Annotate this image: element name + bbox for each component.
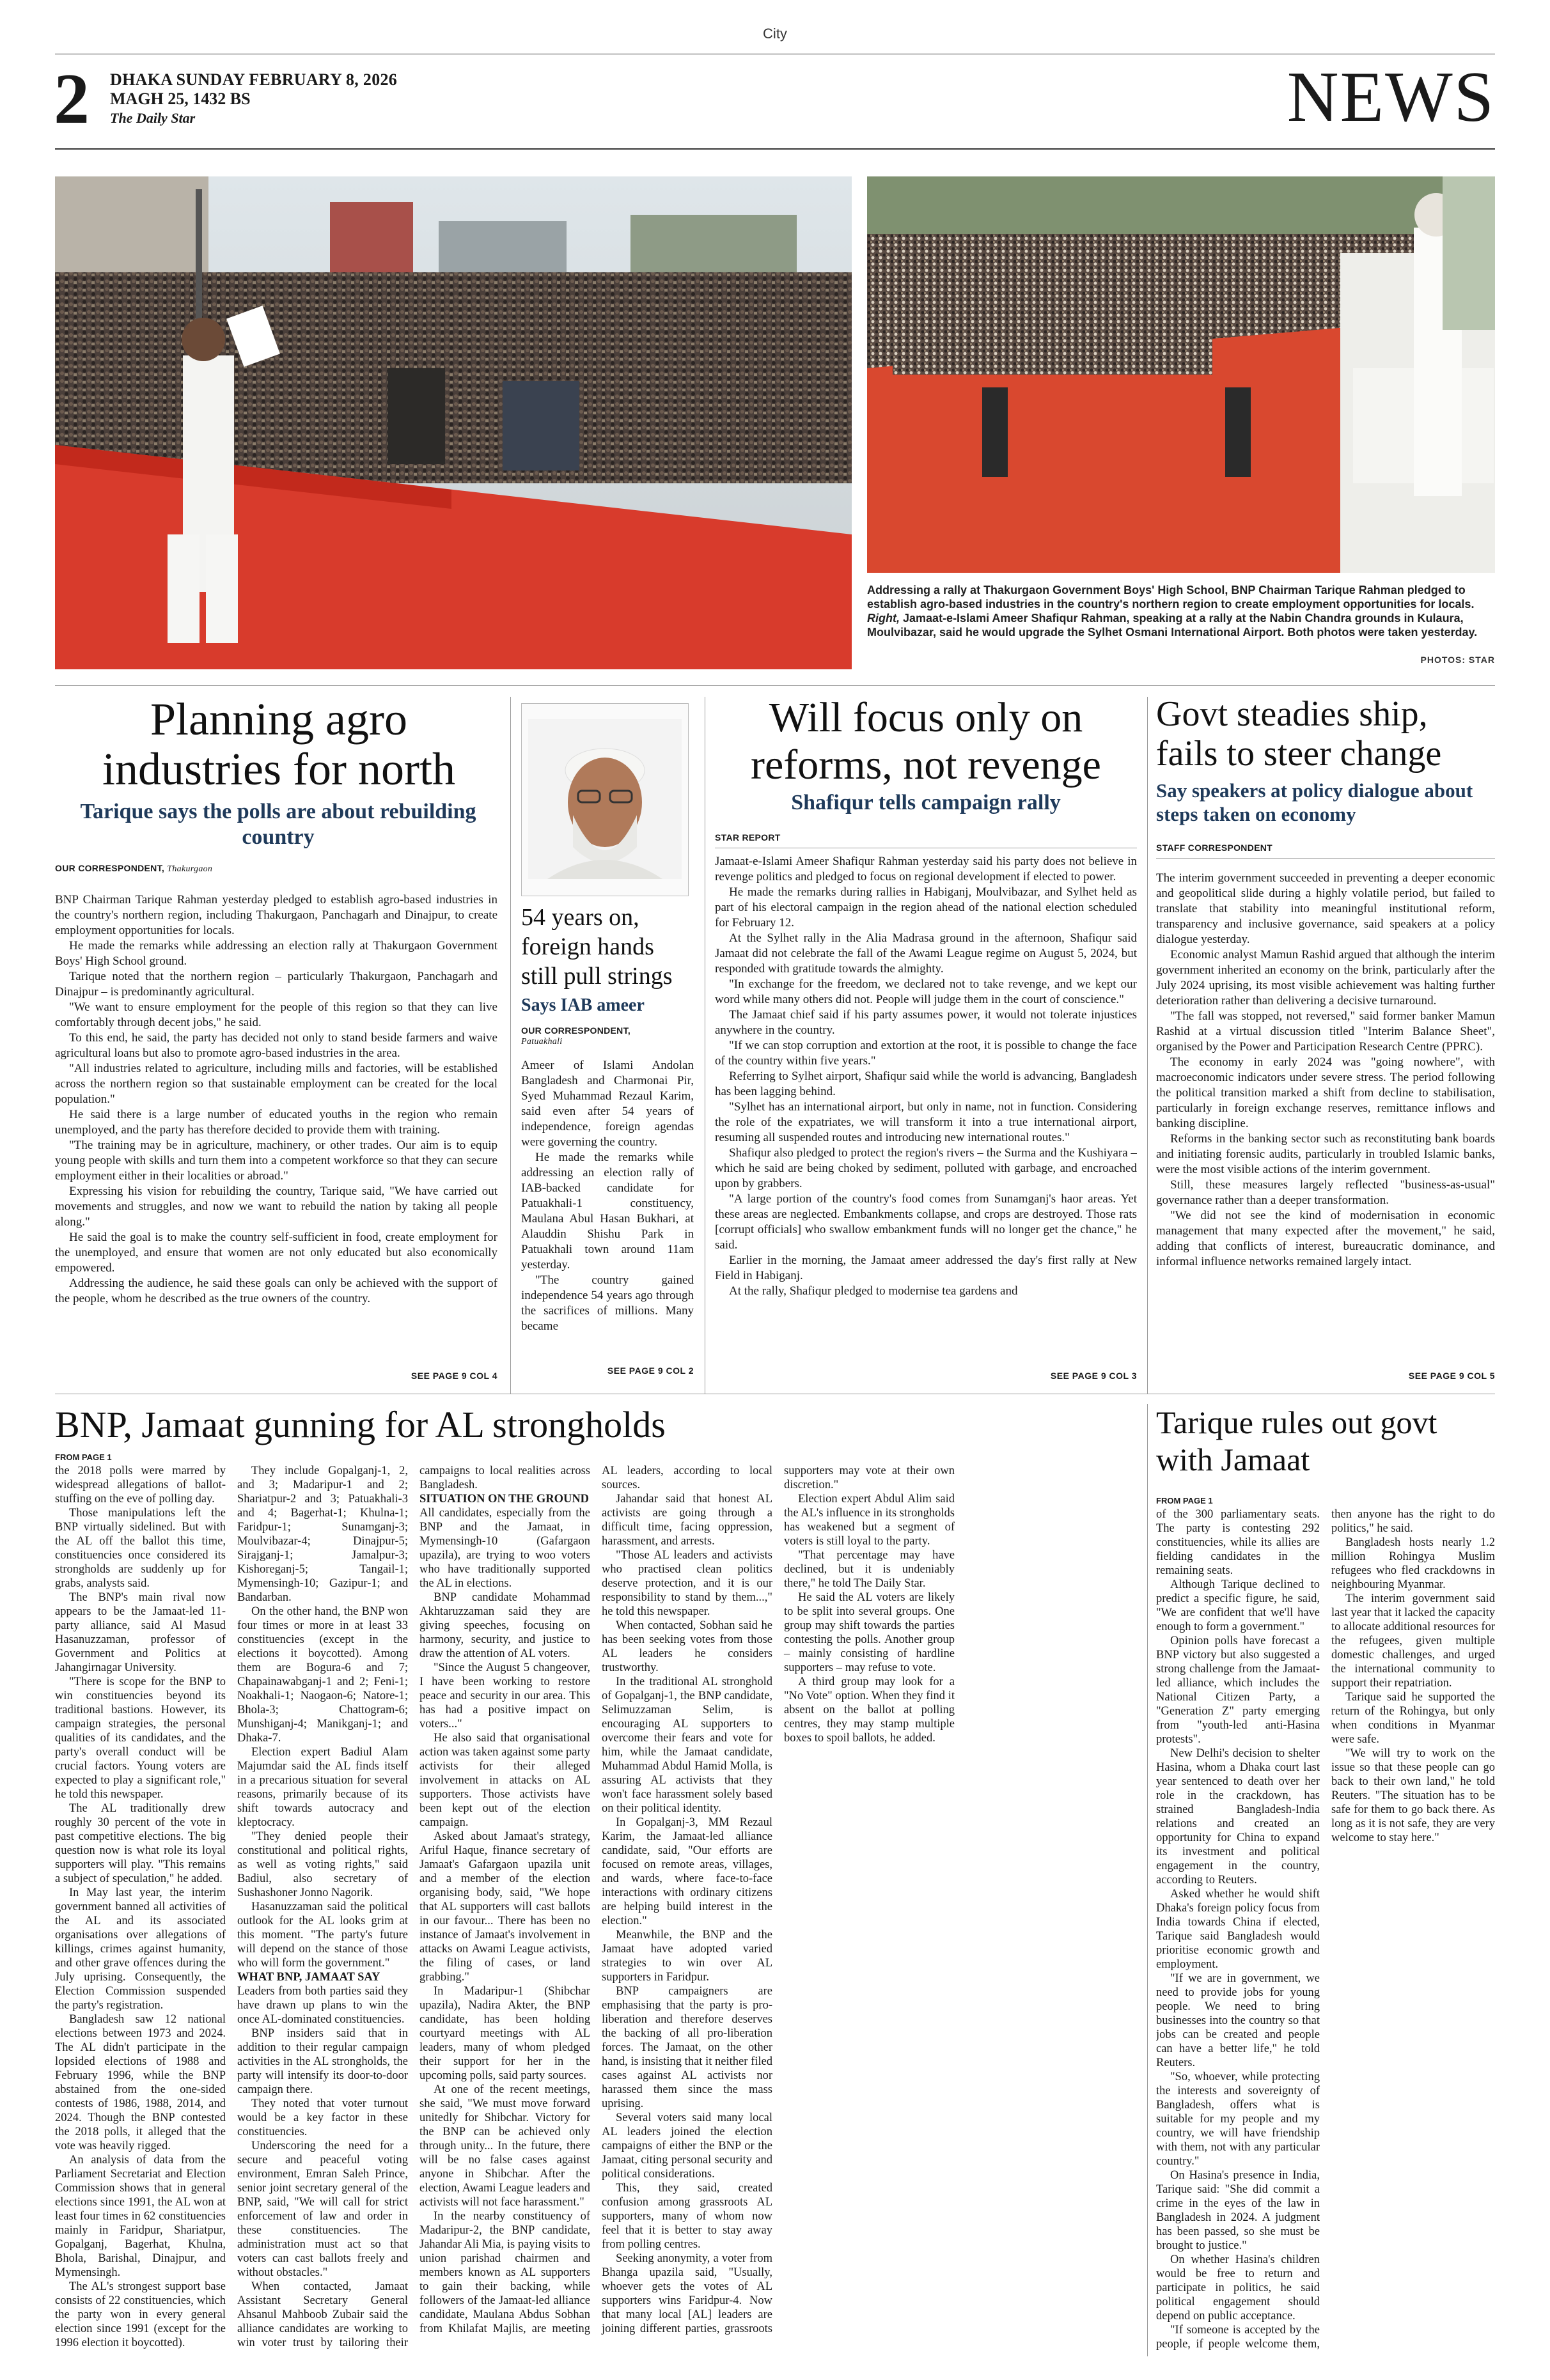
story1-byline — [55, 863, 503, 875]
story1-para: "All industries related to agriculture, including mills and factories, will be established across the northern region so that sustainable employment can be created for the local population." — [55, 1062, 497, 1106]
section-rule-1 — [55, 685, 1495, 686]
story5-para: The BNP's main rival now appears to be the Jamaat-led 11-party alliance, said Al Masud Hasanuzzaman, professor of Government and Politics at Jahangirnagar University. — [55, 1591, 226, 1674]
story1-headline: Planning agro industries for north — [102, 694, 455, 795]
story1-para: Addressing the audience, he said these goals can only be achieved with the support of the people, whom he described as the true owners of the country. — [55, 1277, 497, 1305]
column-rule-3 — [1147, 697, 1148, 1394]
story2-byline-text: OUR CORRESPONDENT, — [521, 1025, 631, 1036]
story6-para: "So, whoever, while protecting the interests and sovereignty of Bangladesh, offers what is suitable for my people and my country, we will have friendship with them, not with any particular country." — [1156, 2071, 1320, 2168]
paper-name-logo: The Daily Star — [110, 110, 196, 126]
shafiqur-portrait-icon — [528, 719, 682, 879]
story3-para: Referring to Sylhet airport, Shafiqur said while the world is advancing, Bangladesh has been lagging behind. — [715, 1069, 1137, 1098]
story5-para: A third group may look for a "No Vote" option. When they find it absent on the ballot at polling centres, they may stamp multiple boxes to spoil ballots, he added. — [784, 1676, 955, 1745]
story5-para: Those manipulations left the BNP virtually sidelined. But with the AL off the ballot this time, constituencies once considered its strongholds are suddenly up for grabs, analysts said. — [55, 1507, 226, 1590]
story3-para: The Jamaat chief said if his party assumes power, it would not tolerate injustices anywhere in the country. — [715, 1008, 1137, 1037]
story5-para: In the nearby constituency of Madaripur-2, the BNP candidate, Jahandar Ali Mia, is paying visits to union parishad chairmen and members known as AL supporters to gain their backing, while followers of the Jamaat-led alliance candidate, Maulana Abdus Sobhan from Khilafat Majlis, are meeting AL leaders, according to local sources. — [419, 1465, 772, 2335]
story2-see-page-link[interactable]: SEE PAGE 9 COL 2 — [607, 1365, 694, 1376]
photo-credit: PHOTOS: STAR — [1420, 655, 1495, 665]
story6-body — [1156, 1507, 1495, 2356]
story5-para: In Gopalganj-3, MM Rezaul Karim, the Jamaat-led alliance candidate, said, "Our efforts are focused on remote areas, villages, and wards, where face-to-face interactions with ordinary citizens are helping build interest in the election." — [602, 1816, 772, 1927]
story5-para: They noted that voter turnout would be a key factor in these constituencies. — [237, 2097, 408, 2138]
rally-crowd-illustration — [55, 176, 852, 669]
story6-para: "If we are in government, we need to provide jobs for young people. We need to bring businesses into the country so that jobs can be created and people can have a better life," he told Reuters. — [1156, 1972, 1320, 2069]
story5-para: the 2018 polls were marred by widespread allegations of ballot-stuffing on the eve of polling day. — [55, 1465, 226, 1505]
story6-para: Although Tarique declined to predict a specific figure, he said, "We are confident that we'll have enough to form a government." — [1156, 1578, 1320, 1633]
story4-headline: Govt steadies ship, fails to steer change — [1156, 694, 1442, 774]
story4-byline-rule — [1156, 858, 1495, 859]
story4-see-page-link[interactable]: SEE PAGE 9 COL 5 — [1408, 1371, 1495, 1381]
story4-byline: STAFF CORRESPONDENT — [1156, 843, 1272, 853]
story5-para: Asked about Jamaat's strategy, Ariful Haque, finance secretary of Jamaat's Gafargaon upazila unit and a member of the election organising body, said, "We hope that AL supporters will cast ballots in our favour... There has been no instance of Jamaat's involvement in attacks on Awami League activists, the filing of cases, or land grabbing." — [419, 1830, 590, 1984]
story5-para: In May last year, the interim government banned all activities of the AL and its associated organisations over allegations of killings, crimes against humanity, and other grave offences during the July uprising. Consequently, the Election Commission suspended the party's registration. — [55, 1886, 226, 2012]
story5-para: An analysis of data from the Parliament Secretariat and Election Commission shows that in general elections since 1991, the AL won at least four times in 62 constituencies mainly in Faridpur, Shariatpur, Gopalganj, Bagerhat, Khulna, Bhola, Barishal, Dinajpur, and Mymensingh. — [55, 2154, 226, 2279]
story4-para: Economic analyst Mamun Rashid argued that although the interim government inherited an economy on the brink, particularly after the July 2024 uprising, its most visible achievement was halting further deterioration rather than delivering a decisive turnaround. — [1156, 948, 1495, 1007]
story3-para: "In exchange for the freedom, we declared not to take revenge, and we kept our word while many others did not. People will judge them in the court of conscience." — [715, 977, 1137, 1006]
story5-para: At one of the recent meetings, she said, "We must move forward unitedly for Shibchar. Victory for the BNP can be achieved only through unity... In the future, there will be no false cases against anyone in Shibchar. After the election, Awami League leaders and activists will not face harassment." — [419, 2083, 590, 2209]
story3-para: Jamaat-e-Islami Ameer Shafiqur Rahman yesterday said his party does not believe in revenge politics and pledged to focus on regional development if elected to power. — [715, 855, 1137, 883]
story5-para: Election expert Abdul Alim said the AL's influence in its strongholds has weakened but a segment of voters is still loyal to the party. — [784, 1493, 955, 1548]
story5-para: They include Gopalganj-1, 2, and 3; Madaripur-1 and 2; Shariatpur-2 and 3; Patuakhali-3 and 4; Bagerhat-1; Khulna-1; Faridpur-1; Sunamganj-3; Moulvibazar-4; Dinajpur-5; Sirajganj-1; Jamalpur-3; Kishoreganj-5; Tangail-1; Mymensingh-10; Gazipur-1; and Bandarban. — [237, 1465, 408, 1604]
story6-from-page: FROM PAGE 1 — [1156, 1496, 1213, 1505]
story1-para: He said the goal is to make the country self-sufficient in food, create employment for the unemployed, and ensure that women are not only educated but also economically empowered. — [55, 1231, 497, 1275]
story4-body — [1156, 871, 1495, 1367]
story1-para: "The training may be in agriculture, machinery, or other trades. Our aim is to equip young people with skills and turn them into a competent workforce so that they can secure employment either in their localities or abroad." — [55, 1139, 497, 1183]
story6-para: of the 300 parliamentary seats. The party is contesting 292 constituencies, while its allies are fielding candidates in the remaining seats. — [1156, 1508, 1320, 1577]
story5-para: In the traditional AL stronghold of Gopalganj-1, the BNP candidate, Selimuzzaman Selim, is encouraging AL supporters to overcome their fears and vote for him, while the Jamaat candidate, Muhammad Abdul Hamid Molla, is assuring AL activists that they won't face harassment solely based on their political identity. — [602, 1676, 772, 1815]
rally-stage-illustration — [867, 176, 1495, 573]
story1-para: He said there is a large number of educated youths in the region who remain unemployed, and the party has therefore decided to provide them with training. — [55, 1108, 497, 1137]
story5-para: Bangladesh saw 12 national elections between 1973 and 2024. The AL didn't participate in the lopsided elections of 1988 and February 1996, while the BNP abstained from the one-sided contests of 1986, 1988, 2014, and 2024. Though the BNP contested the 2018 polls, it alleged that the vote was heavily rigged. — [55, 2013, 226, 2152]
story6-para: The interim government said last year that it lacked the capacity to allocate additional resources for the refugees, given multiple domestic challenges, and urged the international community to support their repatriation. — [1331, 1592, 1495, 1690]
story4-para: Still, these measures largely reflected "business-as-usual" governance rather than a deeper transformation. — [1156, 1178, 1495, 1207]
story4-para: The interim government succeeded in preventing a deeper economic and geopolitical slide during a highly volatile period, but failed to translate that stability into meaningful institutional reform, transparency and inclusive governance, said speakers at a policy dialogue yesterday. — [1156, 871, 1495, 946]
story1-dateline: Thakurgaon — [167, 864, 213, 874]
story1-para: To this end, he said, the party has decided not only to stand beside farmers and waive agricultural loans but also to promote agro-based industries in the area. — [55, 1031, 497, 1060]
story6-para: Asked whether he would shift Dhaka's foreign policy focus from India towards China if elected, Tarique said Bangladesh would prioritise economic growth and employment. — [1156, 1888, 1320, 1971]
story2-para: Ameer of Islami Andolan Bangladesh and Charmonai Pir, Syed Muhammad Rezaul Karim, said even after 54 years of independence, foreign agendas were governing the country. — [521, 1059, 694, 1149]
story5-para: Meanwhile, the BNP and the Jamaat have adopted varied strategies to win over AL supporters in Faridpur. — [602, 1929, 772, 1984]
story5-para: Leaders from both parties said they have drawn up plans to win the once AL-dominated constituencies. — [237, 1985, 408, 2026]
story4-deck: Say speakers at policy dialogue about steps taken on economy — [1156, 779, 1473, 825]
story6-para: New Delhi's decision to shelter Hasina, whom a Dhaka court last year sentenced to death over her role in the crackdown, has strained Bangladesh-India relations and created an opportunity for China to expand its investment and political engagement in the country, according to Reuters. — [1156, 1747, 1320, 1886]
story5-para: "Those AL leaders and activists who practised clean politics deserve protection, and it is our responsibility to stand by them...," he told this newspaper. — [602, 1549, 772, 1618]
story3-para: Shafiqur also pledged to protect the region's rivers – the Surma and the Kushiyara – which he said are being choked by sediment, polluted with garbage, and encroached upon by grabbers. — [715, 1146, 1137, 1190]
bangla-date: MAGH 25, 1432 BS — [110, 89, 251, 108]
story1-para: "We want to ensure employment for the people of this region so that they can live comfortably through decent jobs," he said. — [55, 1000, 497, 1029]
story1-body — [55, 892, 497, 1369]
story3-see-page-link[interactable]: SEE PAGE 9 COL 3 — [1050, 1371, 1137, 1381]
story1-para: Tarique noted that the northern region – particularly Thakurgaon, Panchagarh and Dinajpur – is predominantly agricultural. — [55, 970, 497, 999]
story5-para: On the other hand, the BNP won four times or more in at least 33 constituencies (except in the elections it boycotted). Among them are Bogura-6 and 7; Chapainawabganj-1 and 2; Feni-1; Noakhali-1; Naogaon-6; Natore-1; Bhola-3; Chattogram-6; Munshiganj-4; Manikganj-1; and Dhaka-7. — [237, 1605, 408, 1745]
story5-para: In Madaripur-1 (Shibchar upazila), Nadira Akter, the BNP candidate, has been holding courtyard meetings with AL leaders, many of whom pledged their support for her in the upcoming polls, said party sources. — [419, 1985, 590, 2082]
story1-see-page-link[interactable]: SEE PAGE 9 COL 4 — [411, 1371, 497, 1381]
story5-para: "Since the August 5 changeover, I have been working to restore peace and security in our area. This has had a positive impact on voters..." — [419, 1661, 590, 1731]
story5-para: "There is scope for the BNP to win constituencies beyond its traditional bastions. However, its campaign strategies, the personal qualities of its candidates, and the party's overall conduct will be crucial factors. Young voters are expected to play a significant role," he told this newspaper. — [55, 1676, 226, 1801]
story3-para: At the Sylhet rally in the Alia Madrasa ground in the afternoon, Shafiqur said Jamaat did not celebrate the fall of the Awami League regime on August 5, 2024, but responded with gratitude towards the almighty. — [715, 931, 1137, 976]
story5-para: Election expert Badiul Alam Majumdar said the AL finds itself in a precarious situation for several reasons, primarily because of its shift towards autocracy and kleptocracy. — [237, 1746, 408, 1829]
story6-para: On Hasina's presence in India, Tarique said: "She did commit a crime in the eyes of the law in Bangladesh in 2024. A judgment has been passed, so she must be brought to justice." — [1156, 2169, 1320, 2252]
date-line: DHAKA SUNDAY FEBRUARY 8, 2026 — [110, 70, 398, 89]
story2-para: He made the remarks while addressing an election rally of IAB-backed candidate for Patuakhali-1 constituency, Maulana Abul Hasan Bukhari, at Alauddin Shishu Park in Patuakhali town around 11am yesterday. — [521, 1151, 694, 1272]
story2-dateline: Patuakhali — [521, 1037, 563, 1046]
story1-para: He made the remarks while addressing an election rally at Thakurgaon Government Boys' High School ground. — [55, 939, 497, 968]
story5-body — [55, 1464, 1137, 2356]
story3-body — [715, 854, 1137, 1365]
story6-para: "If someone is accepted by the people, if people welcome them, then anyone has the right to do politics," he said. — [1156, 1508, 1495, 2351]
page-number: 2 — [54, 59, 90, 139]
story6-para: Bangladesh hosts nearly 1.2 million Rohingya Muslim refugees who fled crackdowns in neighbouring Myanmar. — [1331, 1536, 1495, 1591]
story3-para: He made the remarks during rallies in Habiganj, Moulvibazar, and Sylhet held as part of his electoral campaign in the region ahead of the national election scheduled for February 12. — [715, 885, 1137, 929]
story5-para: Several voters said many local AL leaders joined the election campaigns of either the BNP or the Jamaat, citing personal security and political considerations. — [602, 2112, 772, 2181]
story2-body — [521, 1058, 694, 1362]
story2-byline — [521, 1025, 694, 1047]
column-rule-1 — [510, 697, 511, 1394]
story5-para: This, they said, created confusion among grassroots AL supporters, many of whom now feel that it is better to stay away from polling centres. — [602, 2182, 772, 2251]
story4-para: "The fall was stopped, not reversed," said former banker Mamun Rashid at a virtual discussion titled "Interim Balance Sheet", organised by the Power and Participation Research Centre (PPRC). — [1156, 1009, 1495, 1054]
story6-headline: Tarique rules out govt with Jamaat — [1156, 1404, 1437, 1477]
story5-subhead: WHAT BNP, JAMAAT SAY — [237, 1971, 380, 1984]
story2-portrait-frame — [521, 703, 689, 896]
photo-caption — [867, 583, 1495, 639]
story5-para: The AL's strongest support base consists of 22 constituencies, which the party won in every general election since 1991 (except for the 1996 election it boycotted). — [55, 2280, 226, 2349]
story6-para: On whether Hasina's children would be free to return and participate in politics, he said political engagement should depend on public acceptance. — [1156, 2253, 1320, 2322]
story3-para: "Sylhet has an international airport, but only in name, not in function. Considering the role of the expatriates, we will transform it into a true international airport, resuming all suspended routes and introducing new international routes." — [715, 1100, 1137, 1144]
photo-tarique-rally — [55, 176, 852, 669]
caption-right-label: Right, — [867, 612, 900, 625]
section-title: NEWS — [1287, 58, 1495, 137]
story2-deck: Says IAB ameer — [521, 995, 645, 1015]
story5-para: BNP candidate Mohammad Akhtaruzzaman said they are giving speeches, focusing on harmony, security, and justice to draw the attention of AL voters. — [419, 1591, 590, 1660]
section-label: City — [763, 26, 787, 42]
story5-subhead: SITUATION ON THE GROUND — [419, 1493, 590, 1505]
story3-byline: STAR REPORT — [715, 832, 781, 843]
story3-deck: Shafiqur tells campaign rally — [791, 791, 1061, 814]
story3-para: Earlier in the morning, the Jamaat ameer addressed the day's first rally at New Field in Habiganj. — [715, 1254, 1137, 1282]
story2-para: "The country gained independence 54 years ago through the sacrifices of millions. Many became — [521, 1273, 694, 1333]
story5-headline: BNP, Jamaat gunning for AL strongholds — [55, 1404, 666, 1445]
column-rule-4 — [1147, 1404, 1148, 2356]
story2-headline: 54 years on, foreign hands still pull strings — [521, 904, 673, 990]
story5-from-page: FROM PAGE 1 — [55, 1452, 112, 1462]
story1-byline-text: OUR CORRESPONDENT, — [55, 863, 165, 873]
story5-para: He also said that organisational action was taken against some party activists for their alleged involvement in attacks on AL supporters. Those activists have been kept out of the election campaign. — [419, 1732, 590, 1829]
story5-para: All candidates, especially from the BNP and the Jamaat, in Mymensingh-10 (Gafargaon upazila), are trying to woo voters who have traditionally supported the AL in elections. — [419, 1507, 590, 1590]
story5-para: Underscoring the need for a secure and peaceful voting environment, Emran Saleh Prince, senior joint secretary general of the BNP, said, "We will call for strict enforcement of law and order in these constituencies. The administration must act so that voters can cast ballots freely and without obstacles." — [237, 2140, 408, 2279]
story5-para: "That percentage may have declined, but it is undeniably there," he told The Daily Star. — [784, 1549, 955, 1590]
story5-para: BNP insiders said that in addition to their regular campaign activities in the AL strongholds, the party will intensify its door-to-door campaign there. — [237, 2027, 408, 2096]
story4-para: Reforms in the banking sector such as reconstituting bank boards and initiating forensic audits, particularly in troubled Islamic banks, were the most visible actions of the interim government. — [1156, 1132, 1495, 1176]
story4-para: "We did not see the kind of modernisation in economic management that many expected after the movement," he said, adding that conflicts of interest, bureaucratic dominance, and informal influence networks remained largely intact. — [1156, 1209, 1495, 1268]
story5-para: The AL traditionally drew roughly 30 percent of the vote in past competitive elections. The big question now is what role its loyal supporters will play. "This remains a subject of speculation," he added. — [55, 1802, 226, 1885]
story3-para: "A large portion of the country's food comes from Sunamganj's haor areas. Yet these areas are neglected. Embankments collapse, and crops are destroyed. Those rats [corrupt officials] who swallow embankment funds will no longer get the chance," he said. — [715, 1192, 1137, 1252]
story5-para: BNP campaigners are emphasising that the party is pro-liberation and therefore deserves the backing of all pro-liberation forces. The Jamaat, on the other hand, is insisting that it neither filed cases against AL activists nor harassed them since the mass uprising. — [602, 1985, 772, 2110]
story5-para: Seeking anonymity, a voter from Bhanga upazila said, "Usually, whoever gets the votes of AL supporters wins Faridpur-4. Now that many local [AL] leaders are joining different parties, grassroots supporters may vote at their own discretion." — [602, 1465, 955, 2335]
story5-para: Hasanuzzaman said the political outlook for the AL looks grim at this moment. "The party's future will depend on the stance of those who will form the government." — [237, 1901, 408, 1970]
story6-para: Tarique said he supported the return of the Rohingya, but only when conditions in Myanmar were safe. — [1331, 1691, 1495, 1746]
masthead-bottom-rule — [55, 148, 1495, 150]
caption-right-text: Jamaat-e-Islami Ameer Shafiqur Rahman, speaking at a rally at the Nabin Chandra grounds in Kulaura, Moulvibazar, said he would upgrade the Sylhet Osmani International Airport. Both photos were taken yesterday. — [867, 612, 1478, 639]
story4-para: The economy in early 2024 was "going nowhere", with macroeconomic indicators under severe stress. The period following the political transition marked a shift from decline to stabilisation, particularly in foreign exchange reserves, remittance inflows and banking discipline. — [1156, 1055, 1495, 1130]
story6-para: Opinion polls have forecast a BNP victory but also suggested a strong challenge from the Jamaat-led alliance, which includes the National Citizen Party, a "Generation Z" party emerging from "youth-led anti-Hasina protests". — [1156, 1635, 1320, 1746]
story1-para: BNP Chairman Tarique Rahman yesterday pledged to establish agro-based industries in the country's northern region, including Thakurgaon, Panchagarh and Dinajpur, to create employment opportunities for locals. — [55, 893, 497, 937]
story3-para: "If we can stop corruption and extortion at the root, it is possible to change the face of the country within five years." — [715, 1039, 1137, 1068]
story3-headline: Will focus only on reforms, not revenge — [751, 694, 1101, 788]
story1-para: Expressing his vision for rebuilding the country, Tarique said, "We have carried out movements and struggles, and now we want to rebuild the nation by taking all people along." — [55, 1185, 497, 1229]
story5-para: "They denied people their constitutional and political rights, as well as voting rights," said Badiul, also secretary of Sushashoner Jonno Nagorik. — [237, 1830, 408, 1899]
story5-para: When contacted, Sobhan said he has been seeking votes from those AL leaders he considers trustworthy. — [602, 1619, 772, 1674]
story3-para: At the rally, Shafiqur pledged to modernise tea gardens and — [729, 1284, 1018, 1298]
story5-para: He said the AL voters are likely to be split into several groups. One group may shift towards the parties contesting the polls. Another group – mainly consisting of hardline supporters – may refuse to vote. — [784, 1591, 955, 1674]
caption-main: Addressing a rally at Thakurgaon Government Boys' High School, BNP Chairman Tarique Rahman pledged to establish agro-based industries in the country's northern region to create employment opportunities for locals. — [867, 584, 1475, 611]
story1-deck: Tarique says the polls are about rebuilding country — [80, 800, 476, 849]
story5-para: When contacted, Jamaat Assistant Secretary General Ahsanul Mahboob Zubair said the alliance candidates are working to win voter trust by tailoring their campaigns to local realities across Bangladesh. — [237, 1465, 590, 2349]
story6-para: "We will try to work on the issue so that these people can go back to their own land," he told Reuters. "The situation has to be safe for them to go back there. As long as it is not safe, they are very welcome to stay here." — [1331, 1747, 1495, 1844]
story5-para: Jahandar said that honest AL activists are going through a difficult time, facing oppression, harassment, and arrests. — [602, 1493, 772, 1548]
photo-shafiqur-rally — [867, 176, 1495, 573]
